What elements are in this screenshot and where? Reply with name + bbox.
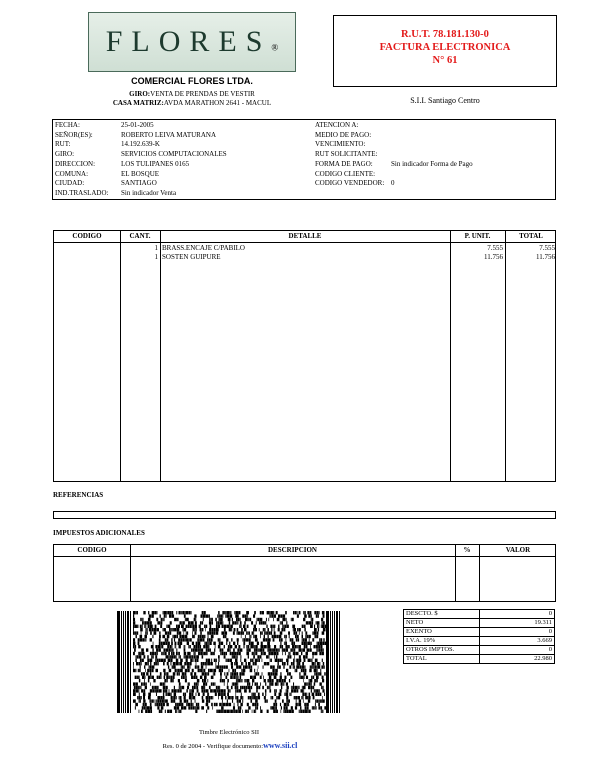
- header-unit-price: P. UNIT.: [464, 232, 491, 240]
- totals-value: 0: [480, 610, 555, 619]
- issuer-address-label: CASA MATRIZ:: [112, 99, 164, 107]
- totals-label: NETO: [404, 619, 480, 628]
- header-total: TOTAL: [519, 232, 543, 240]
- registered-mark: ®: [271, 42, 279, 53]
- totals-row: [404, 637, 555, 646]
- client-field-label: FECHA:: [55, 121, 80, 129]
- references-title: REFERENCIAS: [53, 491, 104, 499]
- client-field-label: IND.TRASLADO:: [55, 188, 109, 197]
- client-field-value: SERVICIOS COMPUTACIONALES: [121, 150, 227, 159]
- client-field-label: GIRO:: [55, 150, 75, 159]
- client-field-value: 14.192.639-K: [121, 140, 160, 149]
- totals-label: I.V.A. 19%: [404, 637, 480, 646]
- items-table: [53, 230, 556, 482]
- header-detalle: DETALLE: [288, 232, 322, 240]
- issuer-giro-label: GIRO:: [129, 90, 151, 98]
- resolution-text: Res. 0 de 2004 - Verifique documento:: [162, 743, 264, 750]
- header-cant: CANT.: [129, 232, 151, 240]
- totals-label: DESCTO. $: [404, 610, 480, 619]
- client-field-label: CODIGO CLIENTE:: [315, 169, 376, 178]
- totals-label: OTROS IMPTOS.: [404, 646, 480, 655]
- verification-note: [100, 741, 360, 750]
- client-field-value: EL BOSQUE: [121, 169, 160, 178]
- references-box: [53, 511, 556, 519]
- totals-value: 19.311: [480, 619, 555, 628]
- client-field-label: VENCIMIENTO:: [315, 140, 366, 149]
- client-field-label: DIRECCION:: [55, 159, 96, 168]
- client-field-label: ATENCION A:: [315, 121, 359, 129]
- taxes-table: [53, 544, 556, 602]
- item-detail: SOSTEN GUIPURE: [162, 252, 221, 261]
- document-rut: R.U.T. 78.181.130-0: [401, 29, 489, 40]
- pdf417-barcode: [117, 611, 341, 713]
- issuer-name: COMERCIAL FLORES LTDA.: [131, 76, 253, 86]
- tax-header-pct: %: [463, 546, 471, 554]
- tax-header-desc: DESCRIPCION: [267, 546, 317, 554]
- item-qty: 1: [154, 252, 158, 261]
- totals-label: EXENTO: [404, 628, 480, 637]
- totals-table: [403, 609, 555, 664]
- client-field-label: RUT SOLICITANTE:: [315, 150, 378, 159]
- issuer-address: [78, 99, 306, 107]
- sii-office: S.I.I. Santiago Centro: [410, 96, 480, 105]
- client-field-label: CODIGO VENDEDOR:: [315, 179, 385, 188]
- issuer-giro: [88, 90, 296, 98]
- tax-column-divider: [479, 545, 480, 601]
- document-id-box: [333, 15, 557, 87]
- item-total: 11.756: [536, 252, 555, 261]
- column-divider: [505, 231, 506, 481]
- client-field-value: ROBERTO LEIVA MATURANA: [121, 130, 216, 139]
- issuer-giro-value: VENTA DE PRENDAS DE VESTIR: [150, 90, 255, 98]
- client-field-value: Sin indicador Forma de Pago: [391, 159, 473, 168]
- totals-row: [404, 619, 555, 628]
- client-field-value: Sin indicador Venta: [121, 188, 177, 197]
- client-field-value: 25-01-2005: [121, 121, 154, 129]
- client-field-label: COMUNA:: [55, 169, 89, 178]
- client-field-label: RUT:: [55, 140, 71, 149]
- client-field-label: SEÑOR(ES):: [55, 130, 93, 139]
- logo-text: FLORES: [105, 25, 272, 58]
- item-unit-price: 7.555: [487, 244, 503, 252]
- totals-value: 0: [480, 628, 555, 637]
- item-total: 7.555: [539, 244, 555, 252]
- totals-value: 0: [480, 646, 555, 655]
- client-info-box: [52, 119, 556, 200]
- totals-label: TOTAL: [404, 655, 480, 664]
- column-divider: [160, 231, 161, 481]
- client-field-value: 0: [391, 179, 395, 188]
- header-codigo: CODIGO: [72, 232, 102, 240]
- client-field-label: MEDIO DE PAGO:: [315, 130, 372, 139]
- totals-row: [404, 655, 555, 664]
- taxes-title: IMPUESTOS ADICIONALES: [53, 529, 145, 537]
- issuer-address-value: AVDA MARATHON 2641 - MACUL: [163, 99, 272, 107]
- column-divider: [450, 231, 451, 481]
- client-field-label: CIUDAD:: [55, 179, 85, 188]
- document-number: N° 61: [432, 55, 458, 66]
- totals-row: [404, 628, 555, 637]
- item-detail: BRASS.ENCAJE C/PABILO: [162, 244, 245, 252]
- client-field-label: FORMA DE PAGO:: [315, 159, 373, 168]
- company-logo: [88, 12, 296, 72]
- tax-header-value: VALOR: [505, 546, 531, 554]
- client-field-value: SANTIAGO: [121, 179, 157, 188]
- totals-value: 3.669: [480, 637, 555, 646]
- sii-link[interactable]: www.sii.cl: [263, 741, 298, 750]
- totals-row: [404, 610, 555, 619]
- tax-column-divider: [455, 545, 456, 601]
- item-qty: 1: [154, 244, 158, 252]
- header-divider: [54, 242, 555, 243]
- tax-column-divider: [130, 545, 131, 601]
- tax-header-code: CODIGO: [77, 546, 107, 554]
- item-unit-price: 11.756: [484, 252, 503, 261]
- totals-value: 22.980: [480, 655, 555, 664]
- timbre-caption: Timbre Electrónico SII: [198, 729, 260, 736]
- column-divider: [120, 231, 121, 481]
- document-type: FACTURA ELECTRONICA: [379, 42, 511, 53]
- client-field-value: LOS TULIPANES 0165: [121, 159, 190, 168]
- totals-row: [404, 646, 555, 655]
